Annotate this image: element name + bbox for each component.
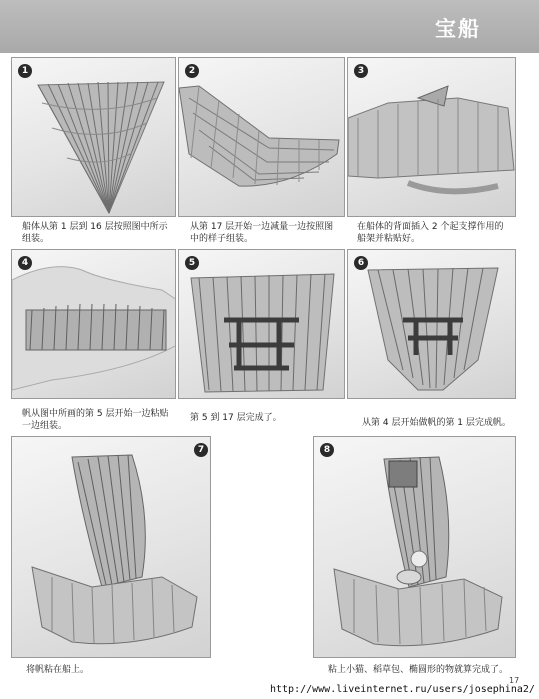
step-6-photo [347, 249, 516, 399]
sail-in-hand-illustration [12, 250, 176, 399]
step-5-photo [178, 249, 345, 399]
step-7-photo [11, 436, 211, 658]
step-8-badge: 8 [320, 443, 334, 457]
step-8-photo [313, 436, 516, 658]
step-3-badge: 3 [354, 64, 368, 78]
step-6-caption: 从第 4 层开始做帆的第 1 层完成帆。 [362, 418, 511, 428]
step-3-photo [347, 57, 516, 217]
sail-completed-illustration [348, 250, 516, 399]
step-8-caption: 粘上小猫、稻草包、椭圆形的物就算完成了。 [328, 665, 509, 675]
step-4-photo [11, 249, 176, 399]
step-4-caption: 帆从图中所画的第 5 层开始一边粘贴一边组装。 [22, 409, 169, 431]
sail-front-illustration [179, 250, 345, 399]
step-1-badge: 1 [18, 64, 32, 78]
step-1-caption: 船体从第 1 层到 16 层按照图中所示组装。 [22, 222, 168, 244]
step-5-caption: 第 5 到 17 层完成了。 [190, 413, 282, 423]
step-6-badge: 6 [354, 256, 368, 270]
page-number: 17 [509, 676, 520, 685]
hull-side-illustration [179, 58, 345, 217]
step-5-badge: 5 [185, 256, 199, 270]
step-7-caption: 将帆粘在船上。 [26, 665, 90, 675]
hull-with-supports-illustration [348, 58, 516, 217]
page-header [0, 0, 539, 53]
step-2-caption: 从第 17 层开始一边减量一边按照图中的样子组装。 [190, 222, 334, 244]
step-1-photo [11, 57, 176, 217]
source-url: http://www.liveinternet.ru/users/josephina2/ [270, 684, 535, 695]
sail-on-hull-illustration [12, 437, 211, 658]
step-7-badge: 7 [194, 443, 208, 457]
step-2-badge: 2 [185, 64, 199, 78]
finished-treasure-ship-illustration [314, 437, 516, 658]
fan-hull-illustration [12, 58, 176, 217]
step-4-badge: 4 [18, 256, 32, 270]
step-2-photo [178, 57, 345, 217]
step-3-caption: 在船体的背面插入 2 个起支撑作用的船架并粘贴好。 [357, 222, 504, 244]
page-title: 宝船 [435, 17, 481, 41]
